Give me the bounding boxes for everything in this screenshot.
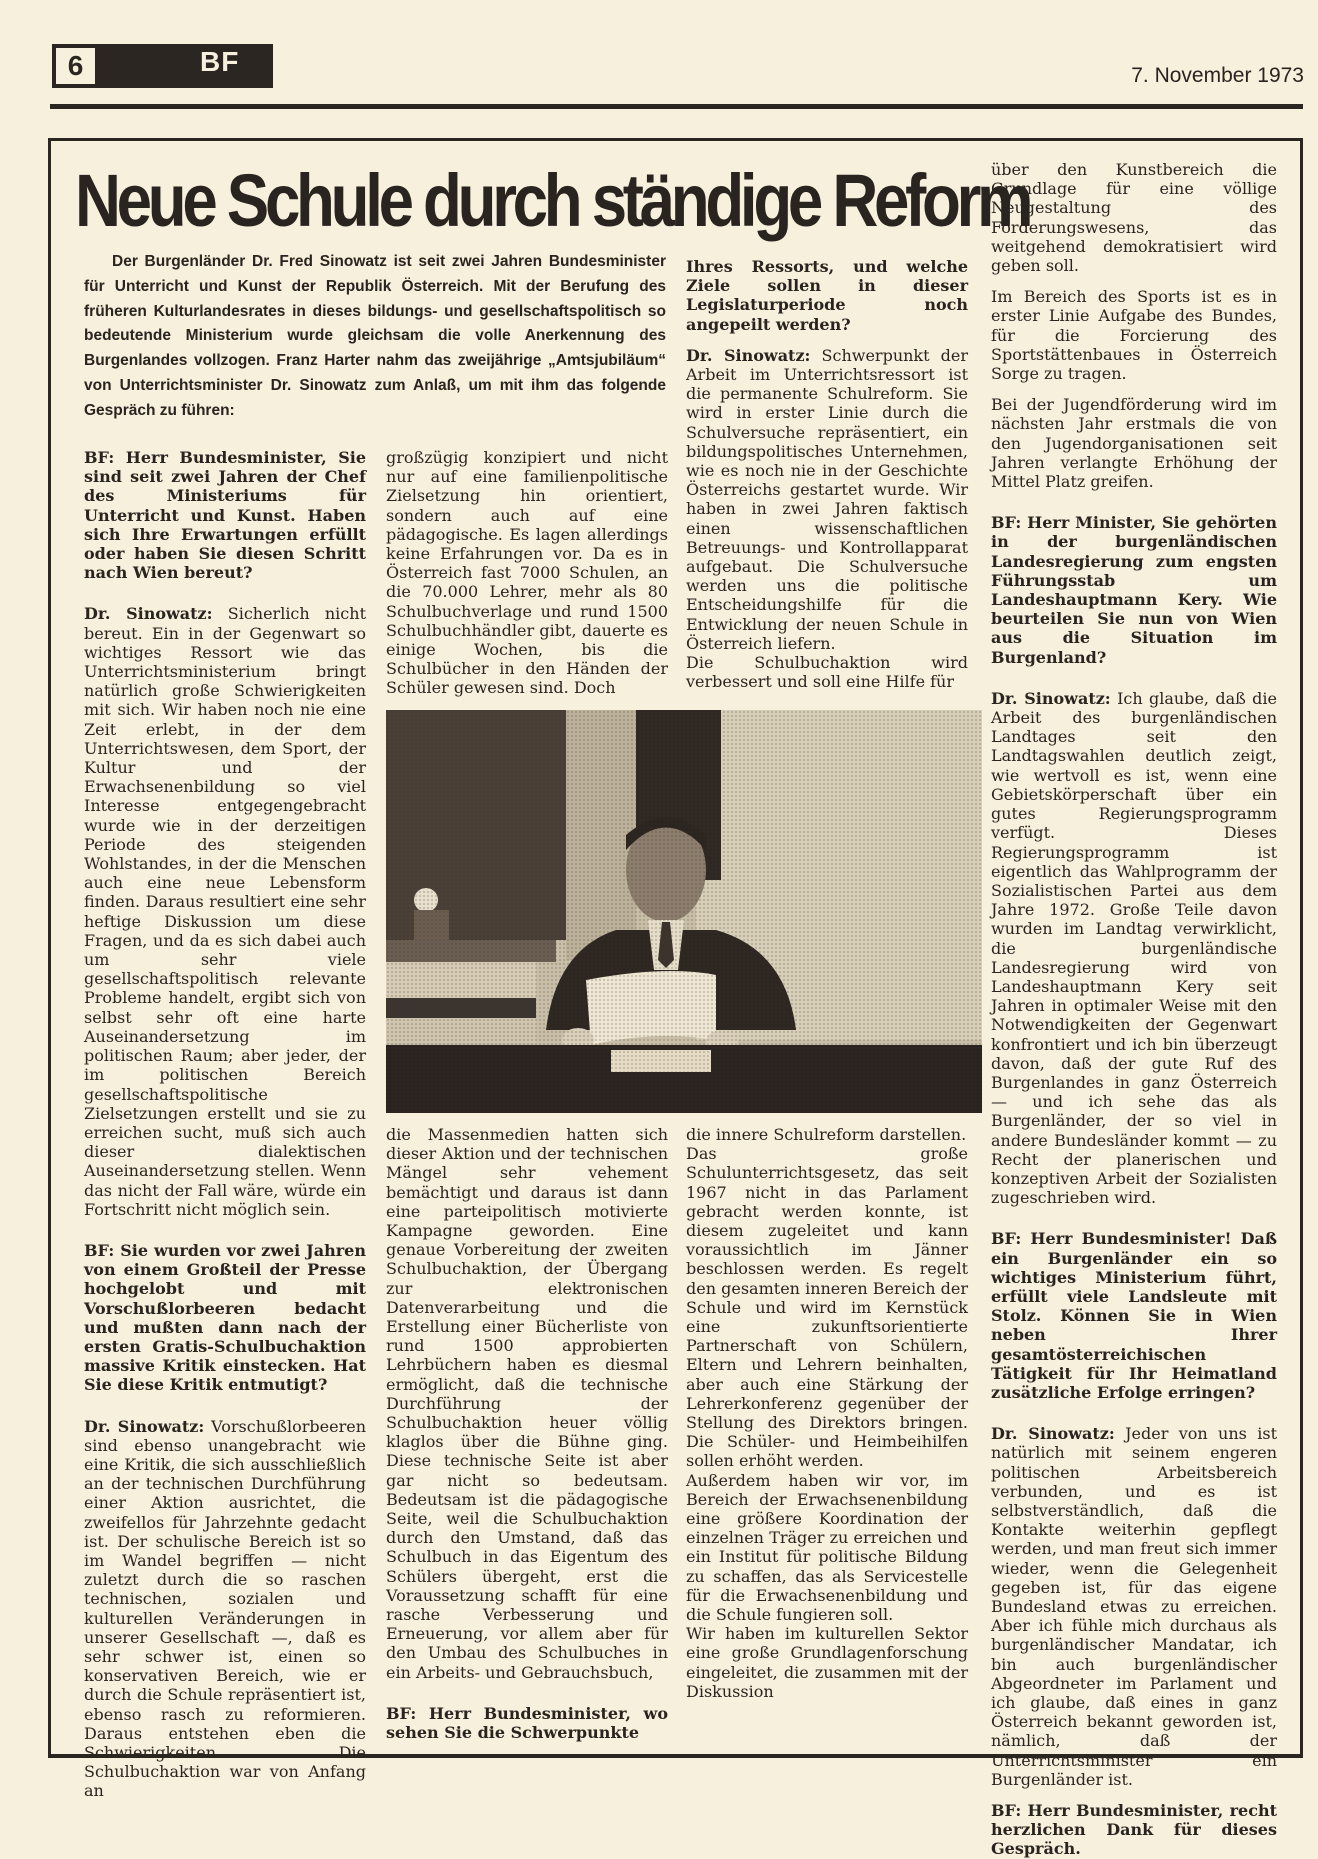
interview-answer-continued: die Massenmedien hatten sich dieser Aktion und der technischen Mängel sehr vehement bemächtigt und daraus ist dann eine parteipolitisch motivierte Kampagne geworden. Eine genaue Vorbereitung der zweiten Schulbuchaktion, der Übergang zur elektronischen Datenverarbeitung und die Erstellung einer Bücherliste von rund 1500 approbierten Lehrbüchern haben es diesmal ermöglicht, daß die technische Durchführung der Schulbuchaktion heuer völlig klaglos über die Bühne ging. Diese technische Seite ist aber gar nicht so bedeutsam. Bedeutsam ist die pädagogische Seite, weil die Schulbuchaktion durch den Umstand, daß das Schulbuch in das Eigentum des Schülers übergeht, erst die Voraussetzung schafft für eine rasche Verbesserung und Erneuerung, vor allem aber für den Umbau des Schulbuches in ein Arbeits- und Gebrauchsbuch, [386, 1125, 668, 1682]
page-badge [52, 44, 273, 88]
photo-illustration [386, 710, 982, 1113]
article-intro: Der Burgenländer Dr. Fred Sinowatz ist seit zwei Jahren Bundesminister für Unterricht und Kunst der Republik Österreich. Mit der Berufung des früheren Kulturlandesrates in dieses bildungs- und gesellschaftspolitisch so bedeutende Ministerium wurde gleichsam die volle Anerkennung des Burgenlandes vollzogen. Franz Harter nahm das zweijährige „Amtsjubiläum“ von Unterrichtsminister Dr. Sinowatz zum Anlaß, um mit ihm das folgende Gespräch zu führen: [84, 253, 666, 419]
column-1 [84, 448, 366, 1801]
column-3-top [686, 257, 968, 691]
interview-answer-paragraph: Die Schulbuchaktion wird verbessert und soll eine Hilfe für [686, 653, 968, 692]
interview-question: BF: Herr Bundesminister! Daß ein Burgenländer ein so wichtiges Ministerium führt, erfüllt viele Landsleute mit Stolz. Können Sie in Wien neben Ihrer gesamtösterreichischen Tätigkeit für Ihr Heimatland zusätzliche Erfolge erringen? [991, 1229, 1277, 1402]
column-3-bottom [686, 1125, 968, 1701]
interview-question: BF: Herr Minister, Sie gehörten in der burgenländischen Landesregierung zum engsten Führungsstab um Landeshauptmann Kery. Wie beurteilen Sie nun von Wien aus die Situation im Burgenland? [991, 513, 1277, 667]
interview-answer: Dr. Sinowatz: Vorschußlorbeeren sind ebenso unangebracht wie eine Kritik, die sich ausschließlich an der technischen Durchführung einer Aktion ausrichtet, die zweifellos für Jahrzehnte gedacht ist. Der schulische Bereich ist so im Wandel begriffen — nicht zuletzt durch die so raschen technischen, sozialen und kulturellen Veränderungen in unserer Gesellschaft —, daß es sehr schwer ist, einen so konservativen Bereich, wie er durch die Schule repräsentiert ist, ebenso rasch zu reformieren. Daraus entstehen eben die Schwierigkeiten. Die Schulbuchaktion war von Anfang an [84, 1416, 366, 1801]
header-divider [50, 104, 1303, 109]
column-2-top [386, 448, 668, 698]
interview-answer: Dr. Sinowatz: Schwerpunkt der Arbeit im Unterrichtsressort ist die permanente Schulreform. Sie wird in erster Linie durch die Schulversuche repräsentiert, ein bildungspolitisches Unternehmen, wie es noch nie in der Geschichte Österreichs gestartet wurde. Wir haben in zwei Jahren faktisch einen wissenschaftlichen Betreuungs- und Kontrollapparat aufgebaut. Die Schulversuche werden uns die politische Entscheidungshilfe für die Entwicklung der neuen Schule in Österreich liefern. [686, 345, 968, 653]
interview-answer-continued: großzügig konzipiert und nicht nur auf eine familienpolitische Zielsetzung hin orientiert, sondern auch auf eine pädagogische. Es lagen allerdings keine Erfahrungen vor. Da es in Österreich fast 7000 Schulen, an die 70.000 Lehrer, mehr als 80 Schulbuchverlage und rund 1500 Schulbuchhändler gibt, dauerte es einige Wochen, bis die Schulbücher in den Händen der Schüler gewesen sind. Doch [386, 448, 668, 698]
interview-question: BF: Herr Bundesminister, wo sehen Sie die Schwerpunkte [386, 1703, 668, 1743]
page-number: 6 [56, 48, 95, 84]
interview-answer: Dr. Sinowatz: Jeder von uns ist natürlich mit seinem engeren politischen Arbeitsbereich verbunden, und es ist selbstverständlich, daß die Kontakte weiterhin gepflegt werden, und man freut sich immer wieder, wenn die Gelegenheit gegeben ist, für das eigene Bundesland etwas zu erreichen. Aber ich fühle mich durchaus als burgenländischer Mandatar, ich bin auch burgenländischer Abgeordneter im Parlament und ich glaube, daß eines in ganz Österreich bekannt geworden ist, nämlich, daß der Unterrichtsminister ein Burgenländer ist. [991, 1424, 1277, 1789]
article-headline: Neue Schule durch ständige Reform [75, 159, 1030, 242]
interview-closing: BF: Herr Bundesminister, recht herzlichen Dank für dieses Gespräch. [991, 1801, 1278, 1859]
interview-question-continued: Ihres Ressorts, und welche Ziele sollen in dieser Legislaturperiode noch angepeilt werden? [686, 257, 968, 334]
interview-question: BF: Sie wurden vor zwei Jahren von einem Großteil der Presse hochgelobt und mit Vorschußlorbeeren bedacht und mußten dann nach der ersten Gratis-Schulbuchaktion massive Kritik einstecken. Hat Sie diese Kritik entmutigt? [84, 1240, 366, 1395]
interview-answer-paragraph: Im Bereich des Sports ist es in erster Linie Aufgabe des Bundes, für die Forcierung des Sportstättenbaues in Österreich Sorge zu tragen. [991, 287, 1277, 384]
interview-question: BF: Herr Bundesminister, Sie sind seit zwei Jahren der Chef des Ministeriums für Unterricht und Kunst. Haben sich Ihre Erwartungen erfüllt oder haben Sie diesen Schritt nach Wien bereut? [84, 448, 367, 583]
section-name: BF [200, 46, 240, 77]
interview-answer-continued: die innere Schulreform darstellen. [686, 1125, 967, 1144]
photo-sinowatz [386, 710, 982, 1113]
interview-answer-paragraph: Außerdem haben wir vor, im Bereich der Erwachsenenbildung eine größere Koordination der einzelnen Träger zu erreichen und ein Institut für politische Bildung zu schaffen, das als Servicestelle für die Erwachsenenbildung und die Schule fungieren soll. [686, 1470, 968, 1625]
column-2-bottom [386, 1125, 668, 1742]
page-header [52, 44, 1302, 104]
column-4 [991, 160, 1277, 1859]
interview-answer-paragraph: Das große Schulunterrichtsgesetz, das seit 1967 nicht in das Parlament gebracht werden konnte, ist diesem zugeleitet und kann voraussichtlich im Jänner beschlossen werden. Es regelt den gesamten inneren Bereich der Schule und wird im Kernstück eine zukunftsorientierte Partnerschaft von Schülern, Eltern und Lehrern beinhalten, aber auch eine Stärkung der Lehrerkonferenz gegenüber der Stellung des Direktors bringen. Die Schüler- und Heimbeihilfen sollen erhöht werden. [686, 1144, 968, 1471]
interview-answer-continued: über den Kunstbereich die Grundlage für eine völlige Neugestaltung des Förderungswesens, das weitgehend demokratisiert wird geben soll. [991, 160, 1277, 276]
interview-answer-paragraph: Wir haben im kulturellen Sektor eine große Grundlagenforschung eingeleitet, die zusammen mit der Diskussion [686, 1624, 968, 1701]
issue-date: 7. November 1973 [1131, 64, 1304, 87]
interview-answer: Dr. Sinowatz: Ich glaube, daß die Arbeit des burgenländischen Landtages seit den Landtagswahlen deutlich zeigt, wie wertvoll es ist, wenn eine Gebietskörperschaft über ein gutes Regierungsprogramm verfügt. Dieses Regierungsprogramm ist eigentlich das Wahlprogramm der Sozialistischen Partei aus dem Jahre 1972. Große Teile davon wurden im Landtag verwirklicht, die burgenländische Landesregierung wird von Landeshauptmann Kery seit Jahren in optimaler Weise mit den Notwendigkeiten der Gegenwart konfrontiert und ich bin überzeugt davon, daß der gute Ruf des Burgenlandes in ganz Österreich — und ich sehe das als Burgenländer, der so viel in andere Bundesländer kommt — zu Recht der planerischen und konzeptiven Arbeit der Sozialisten zugeschrieben wird. [991, 688, 1277, 1208]
interview-answer-paragraph: Bei der Jugendförderung wird im nächsten Jahr erstmals die von den Jugendorganisationen seit Jahren verlangte Erhöhung der Mittel Platz greifen. [991, 395, 1277, 492]
interview-answer: Dr. Sinowatz: Sicherlich nicht bereut. Ein in der Gegenwart so wichtiges Ressort wie das Unterrichtsministerium bringt natürlich große Schwierigkeiten mit sich. Wir haben noch nie eine Zeit erlebt, in der dem Unterrichtswesen, dem Sport, der Kultur und der Erwachsenenbildung so viel Interesse entgegengebracht wurde wie in der derzeitigen Periode des steigenden Wohlstandes, in der die Menschen auch eine neue Lebensform finden. Daraus resultiert eine sehr heftige Diskussion um diese Fragen, und da es sich dabei auch um sehr viele gesellschaftspolitisch relevante Probleme handelt, ergibt sich von selbst sehr oft eine harte Auseinandersetzung im politischen Raum; aber jeder, der im politischen Bereich gesellschaftspolitische Zielsetzungen erstellt und sie zu erreichen sucht, muß sich auch dieser dialektischen Auseinandersetzung stellen. Wenn das nicht der Fall wäre, würde ein Fortschritt nicht möglich sein. [84, 604, 366, 1219]
